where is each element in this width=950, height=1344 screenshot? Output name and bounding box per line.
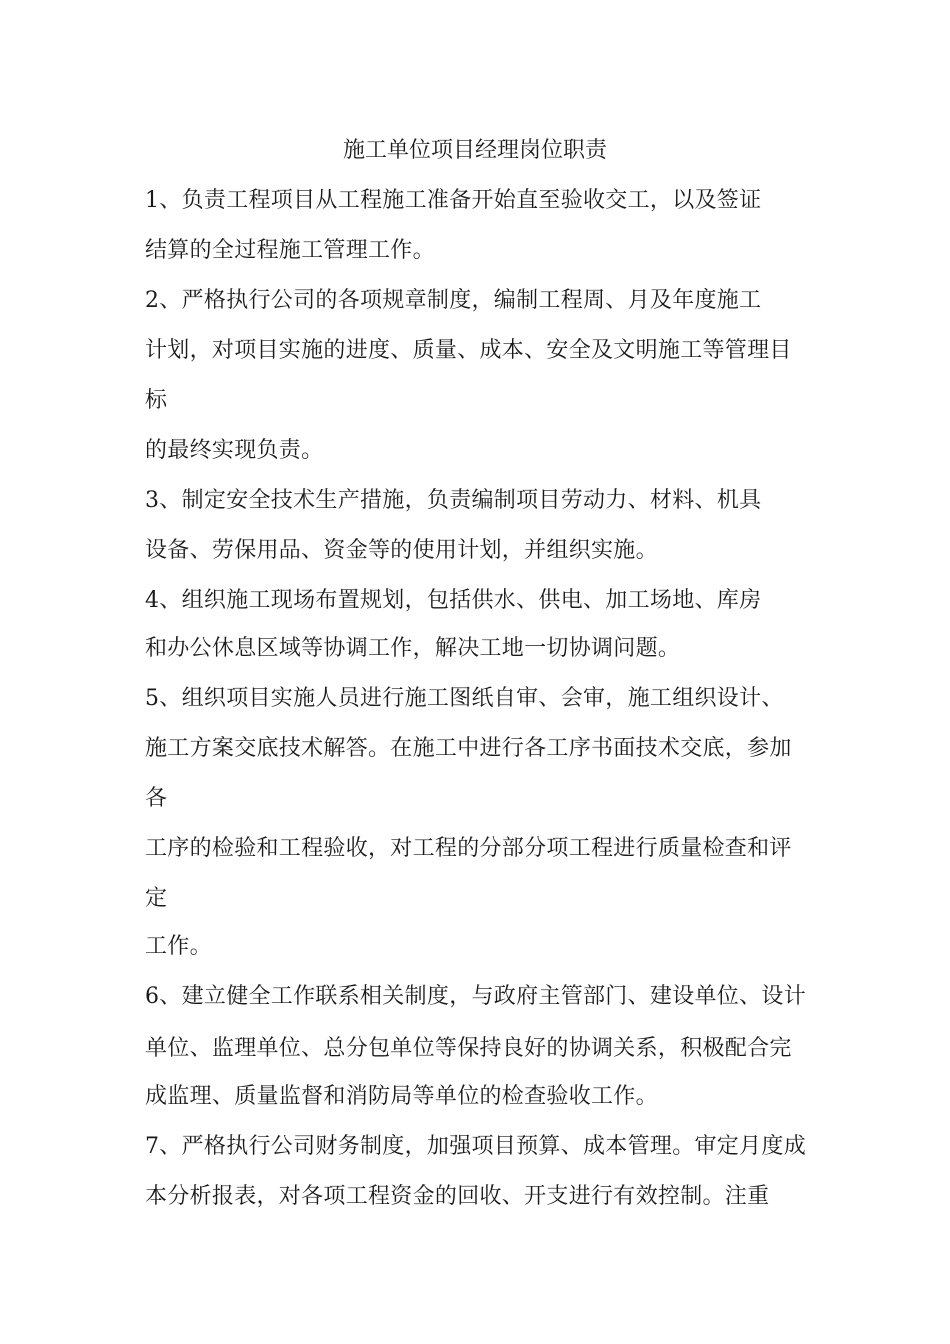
text-line: 标 [145, 388, 168, 413]
text-line: 1、负责工程项目从工程施工准备开始直至验收交工，以及签证 [145, 188, 762, 213]
text-line: 本分析报表，对各项工程资金的回收、开支进行有效控制。注重 [145, 1184, 770, 1209]
text-line: 工作。 [145, 934, 212, 959]
text-line: 4、组织施工现场布置规划，包括供水、供电、加工场地、库房 [145, 588, 762, 613]
text-line: 工序的检验和工程验收，对工程的分部分项工程进行质量检查和评 [145, 836, 792, 861]
text-line: 6、建立健全工作联系相关制度，与政府主管部门、建设单位、设计 [145, 984, 806, 1009]
text-line: 结算的全过程施工管理工作。 [145, 238, 435, 263]
text-line: 单位、监理单位、总分包单位等保持良好的协调关系，积极配合完 [145, 1036, 792, 1061]
text-line: 和办公休息区域等协调工作，解决工地一切协调问题。 [145, 636, 681, 661]
text-line: 各 [145, 786, 168, 811]
text-line: 设备、劳保用品、资金等的使用计划，并组织实施。 [145, 538, 658, 563]
text-line: 成监理、质量监督和消防局等单位的检查验收工作。 [145, 1084, 658, 1109]
text-line: 定 [145, 886, 168, 911]
text-line: 5、组织项目实施人员进行施工图纸自审、会审，施工组织设计、 [145, 686, 784, 711]
document-title: 施工单位项目经理岗位职责 [342, 138, 607, 163]
text-line: 7、严格执行公司财务制度，加强项目预算、成本管理。审定月度成 [145, 1134, 806, 1159]
text-line: 2、严格执行公司的各项规章制度，编制工程周、月及年度施工 [145, 288, 762, 313]
text-line: 计划，对项目实施的进度、质量、成本、安全及文明施工等管理目 [145, 338, 792, 363]
text-line: 3、制定安全技术生产措施，负责编制项目劳动力、材料、机具 [145, 488, 762, 513]
text-line: 的最终实现负责。 [145, 438, 324, 463]
text-line: 施工方案交底技术解答。在施工中进行各工序书面技术交底，参加 [145, 736, 792, 761]
